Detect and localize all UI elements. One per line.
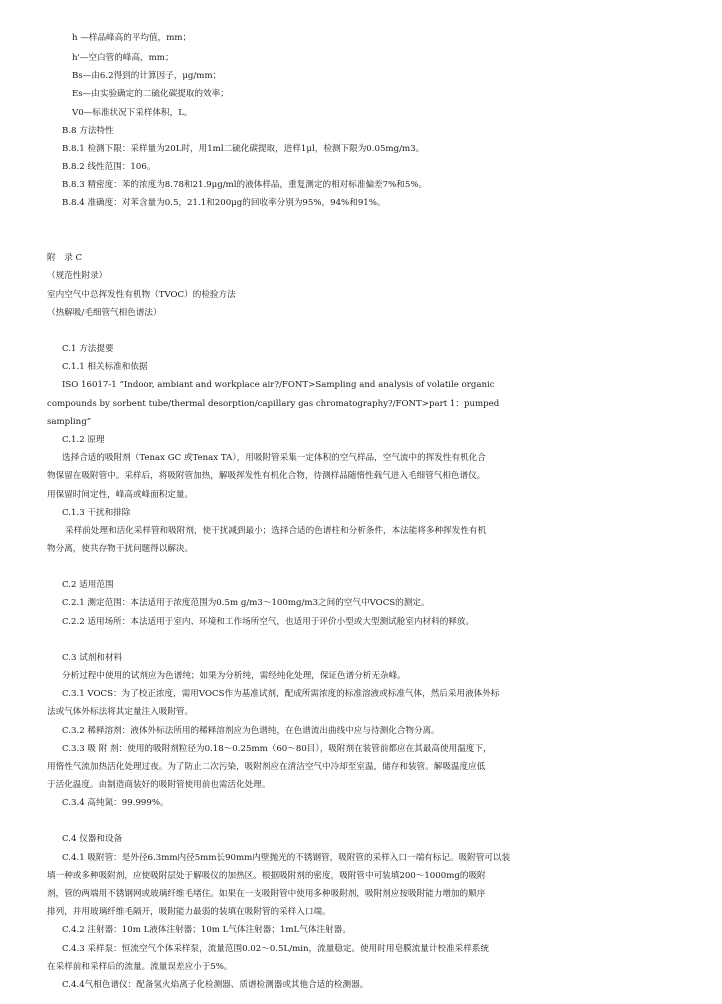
paragraph-iso-line-1: ISO 16017-1 “Indoor, ambiant and workplace air?/FONT>Sampling and analysis of volatile organic xyxy=(62,380,495,390)
paragraph-b8-1: B.8.1 检测下限：采样量为20L时，用1ml二硫化碳提取，进样1μl，检测下限为0.05mg/m3。 xyxy=(62,144,425,154)
paragraph-b8-3: B.8.3 精密度：苯的浓度为8.78和21.9μg/ml的液体样品，重复测定的相对标准偏差7%和5%。 xyxy=(62,180,428,190)
paragraph-c3-2: C.3.2 稀释溶剂：液体外标法所用的稀释溶剂应为色谱纯，在色谱流出曲线中应与待测化合物分离。 xyxy=(62,726,440,736)
appendix-subject: 室内空气中总挥发性有机物（TVOC）的检验方法 xyxy=(47,290,236,300)
paragraph-c4-3-line-2: 在采样前和采样后的流量。流量误差应小于5%。 xyxy=(47,962,233,972)
paragraph-principle-line-1: 选择合适的吸附剂（Tenax GC 或Tenax TA），用吸附管采集一定体积的空气样品，空气流中的挥发性有机化合 xyxy=(62,453,486,463)
variable-definition-es: Es—由实验确定的二硫化碳提取的效率； xyxy=(72,89,229,99)
variable-definition-h: h —样品峰高的平均值，mm； xyxy=(72,33,192,43)
paragraph-c2-2: C.2.2 适用场所：本法适用于室内、环境和工作场所空气，也适用于评价小型或大型测试舱室内材料的释放。 xyxy=(62,617,475,627)
section-heading-c1: C.1 方法提要 xyxy=(62,344,114,354)
appendix-type: （规范性附录） xyxy=(47,271,108,281)
paragraph-c4-1-line-1: C.4.1 吸附管：是外径6.3mm内径5mm长90mm内壁抛光的不锈钢管，吸附管的采样入口一端有标记。吸附管可以装 xyxy=(62,853,511,863)
paragraph-c4-1-line-3: 剂，管的两端用不锈钢网或玻璃纤维毛堵住。如果在一支吸附管中使用多种吸附剂，吸附剂应按吸附能力增加的顺序 xyxy=(47,889,486,899)
appendix-method: （热解吸/毛细管气相色谱法） xyxy=(47,308,162,318)
paragraph-c4-3-line-1: C.4.3 采样泵：恒流空气个体采样泵，流量范围0.02～0.5L/min，流量稳定。使用时用皂膜流量计校准采样系统 xyxy=(62,944,489,954)
section-heading-c1-2: C.1.2 原理 xyxy=(62,435,105,445)
paragraph-c4-1-line-4: 排列，并用玻璃纤维毛隔开，吸附能力最弱的装填在吸附管的采样入口端。 xyxy=(47,907,331,917)
paragraph-c3-3-line-2: 用惰性气流加热活化处理过夜。为了防止二次污染，吸附剂应在清洁空气中冷却至室温，储存和装管。解吸温度应低 xyxy=(47,762,486,772)
paragraph-c4-2: C.4.2 注射器：10m L液体注射器；10m L气体注射器；1mL气体注射器。 xyxy=(62,925,351,935)
appendix-title: 附 录 C xyxy=(47,253,83,263)
section-heading-c1-1: C.1.1 相关标准和依据 xyxy=(62,362,148,372)
paragraph-c2-1: C.2.1 测定范围：本法适用于浓度范围为0.5m g/m3～100mg/m3之间的空气中VOCS的测定。 xyxy=(62,598,430,608)
paragraph-c3-intro: 分析过程中使用的试剂应为色谱纯；如果为分析纯，需经纯化处理，保证色谱分析无杂峰。 xyxy=(62,671,406,681)
paragraph-iso-line-3: sampling” xyxy=(47,417,92,427)
paragraph-principle-line-3: 用保留时间定性，峰高或峰面积定量。 xyxy=(47,490,194,500)
paragraph-c3-3-line-1: C.3.3 吸 附 剂：使用的吸附剂粒径为0.18～0.25mm（60～80目），吸附剂在装管前都应在其最高使用温度下， xyxy=(62,744,492,754)
paragraph-c3-1-line-1: C.3.1 VOCS：为了校正浓度，需用VOCS作为基准试剂，配成所需浓度的标准溶液或标准气体，然后采用液体外标 xyxy=(62,689,500,699)
section-heading-c4: C.4 仪器和设备 xyxy=(62,834,123,844)
paragraph-b8-4: B.8.4 准确度：对苯含量为0.5，21.1和200μg的回收率分别为95%，94%和91%。 xyxy=(62,198,386,208)
paragraph-principle-line-2: 物保留在吸附管中。采样后，将吸附管加热，解吸挥发性有机化合物，待测样品随惰性载气进入毛细管气相色谱仪。 xyxy=(47,471,486,481)
variable-definition-h-prime: h'—空白管的峰高，mm； xyxy=(72,53,174,63)
variable-definition-v0: V0—标准状况下采样体积，L。 xyxy=(72,108,193,118)
paragraph-c3-4: C.3.4 高纯氮：99.999%。 xyxy=(62,798,169,808)
paragraph-c3-1-line-2: 法或气体外标法将其定量注入吸附管。 xyxy=(47,707,194,717)
variable-definition-bs: Bs—由6.2得到的计算因子，μg/mm； xyxy=(72,71,222,81)
paragraph-c4-4: C.4.4气相色谱仪：配备氢火焰离子化检测器、质谱检测器或其他合适的检测器。 xyxy=(62,980,369,990)
paragraph-iso-line-2: compounds by sorbent tube/thermal desorption/capillary gas chromatography?/FONT>part 1：pumped xyxy=(47,399,500,409)
section-heading-c2: C.2 适用范围 xyxy=(62,580,114,590)
paragraph-c3-3-line-3: 于活化温度。由制造商装好的吸附管使用前也需活化处理。 xyxy=(47,780,271,790)
paragraph-interference-line-2: 物分离，使共存物干扰问题得以解决。 xyxy=(47,544,194,554)
paragraph-b8-2: B.8.2 线性范围：106。 xyxy=(62,162,156,172)
section-heading-c1-3: C.1.3 干扰和排除 xyxy=(62,508,131,518)
paragraph-interference-line-1: 采样前处理和活化采样管和吸附剂，使干扰减到最小；选择合适的色谱柱和分析条件，本法能将多种挥发性有机 xyxy=(65,526,487,536)
section-heading-c3: C.3 试剂和材料 xyxy=(62,653,123,663)
paragraph-c4-1-line-2: 填一种或多种吸附剂，应使吸附层处于解吸仪的加热区。根据吸附剂的密度，吸附管中可装填200～1000mg的吸附 xyxy=(47,871,486,881)
section-heading-b8: B.8 方法特性 xyxy=(62,126,114,136)
